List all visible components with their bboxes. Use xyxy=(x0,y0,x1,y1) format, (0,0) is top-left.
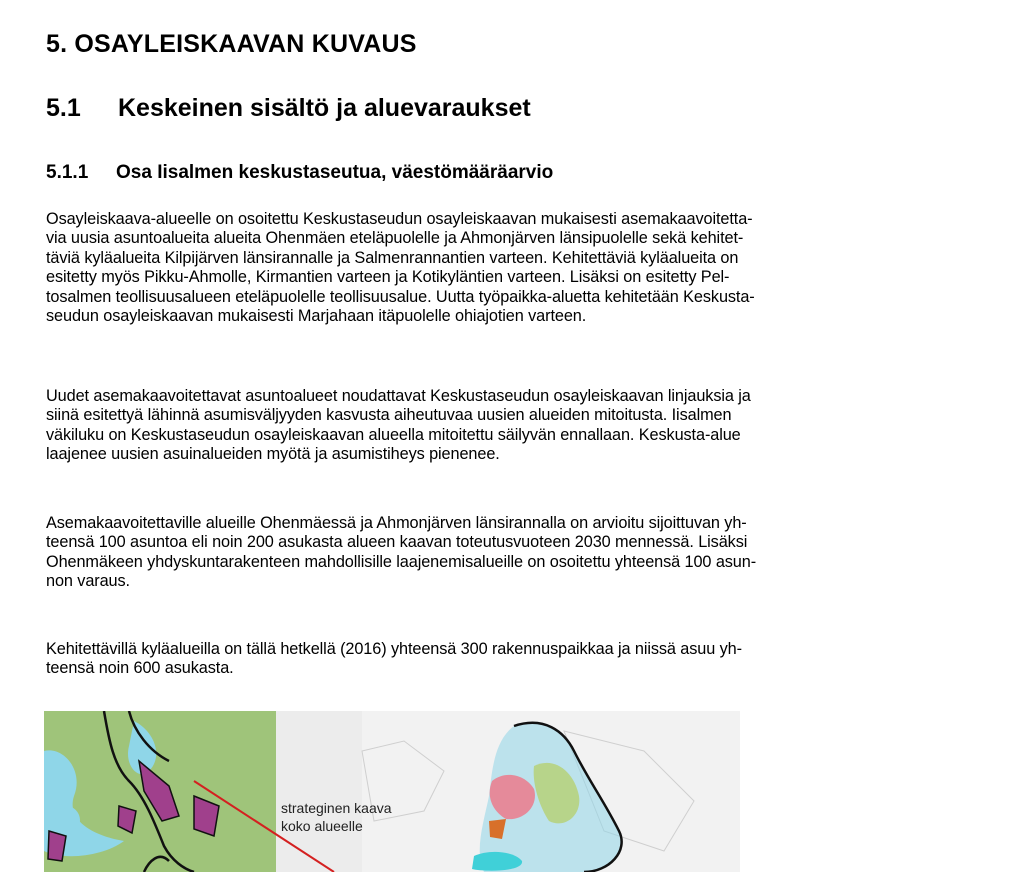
text-line: laajenee uusien asuinalueiden myötä ja asumistiheys pienenee. xyxy=(46,445,500,464)
paragraph-1 xyxy=(46,210,755,326)
text-line: siinä esitettyä lähinnä asumisväljyyden kasvusta aiheutuvaa uusien alueiden mitoitusta. Iisalmen xyxy=(46,406,732,425)
subsection-title: Osa Iisalmen keskustaseutua, väestömääräarvio xyxy=(116,162,554,183)
text-line: Asemakaavoitettaville alueille Ohenmäessä ja Ahmonjärven länsirannalla on arvioitu sijoittuvan yh- xyxy=(46,514,747,532)
text-line: Kehitettävillä kyläalueilla on tällä hetkellä (2016) yhteensä 300 rakennuspaikkaa ja niissä asuu yh- xyxy=(46,640,742,658)
map-image xyxy=(44,711,740,872)
map-label-line: koko alueelle xyxy=(281,818,363,834)
subsection-number: 5.1.1 xyxy=(46,162,89,183)
text-line: Ohenmäkeen yhdyskuntarakenteen mahdollisille laajenemisalueille on osoitettu yhteensä 100 asun- xyxy=(46,552,757,571)
map-label xyxy=(281,799,392,835)
text-line: Osayleiskaava-alueelle on osoitettu Keskustaseudun osayleiskaavan mukaisesti asemakaavoitetta- xyxy=(46,210,753,228)
left-map xyxy=(44,711,276,872)
paragraph-3 xyxy=(46,514,756,592)
section-title: Keskeinen sisältö ja aluevaraukset xyxy=(118,94,531,122)
development-zone xyxy=(48,831,66,861)
subsection-heading xyxy=(46,162,553,184)
right-map xyxy=(362,711,740,872)
text-line: tosalmen teollisuusalueen eteläpuolelle teollisuusalue. Uutta työpaikka-aluetta kehitetään Keskusta- xyxy=(46,287,755,306)
text-line: seudun osayleiskaavan mukaisesti Marjahaan itäpuolelle ohiajotien varteen. xyxy=(46,307,587,326)
map-figure xyxy=(44,711,740,872)
paragraph-2 xyxy=(46,387,751,465)
section-number: 5.1 xyxy=(46,94,81,122)
section-heading xyxy=(46,94,531,123)
paragraph-4 xyxy=(46,640,742,679)
text-line: Uudet asemakaavoitettavat asuntoalueet noudattavat Keskustaseudun osayleiskaavan linjauksia ja xyxy=(46,387,751,405)
text-line: esitetty myös Pikku-Ahmolle, Kirmantien varteen ja Kotikyläntien varteen. Lisäksi on esitetty Pel- xyxy=(46,268,730,287)
map-label-line: strateginen kaava xyxy=(281,800,392,816)
text-line: teensä noin 600 asukasta. xyxy=(46,659,234,678)
text-line: teensä 100 asuntoa eli noin 200 asukasta alueen kaavan toteutusvuoteen 2030 mennessä. Lisäksi xyxy=(46,533,748,552)
text-line: täviä kyläalueita Kilpijärven länsirannalle ja Salmenrannantien varteen. Kehitettäviä kyläalueita on xyxy=(46,248,739,267)
text-line: väkiluku on Keskustaseudun osayleiskaavan alueella mitoitettu säilyvän ennallaan. Keskusta-alue xyxy=(46,425,741,444)
text-line: non varaus. xyxy=(46,572,130,591)
label-strip xyxy=(276,711,362,872)
chapter-heading: 5. OSAYLEISKAAVAN KUVAUS xyxy=(46,30,417,58)
text-line: via uusia asuntoalueita alueita Ohenmäen eteläpuolelle ja Ahmonjärven länsipuolelle sekä kehitet- xyxy=(46,229,744,248)
